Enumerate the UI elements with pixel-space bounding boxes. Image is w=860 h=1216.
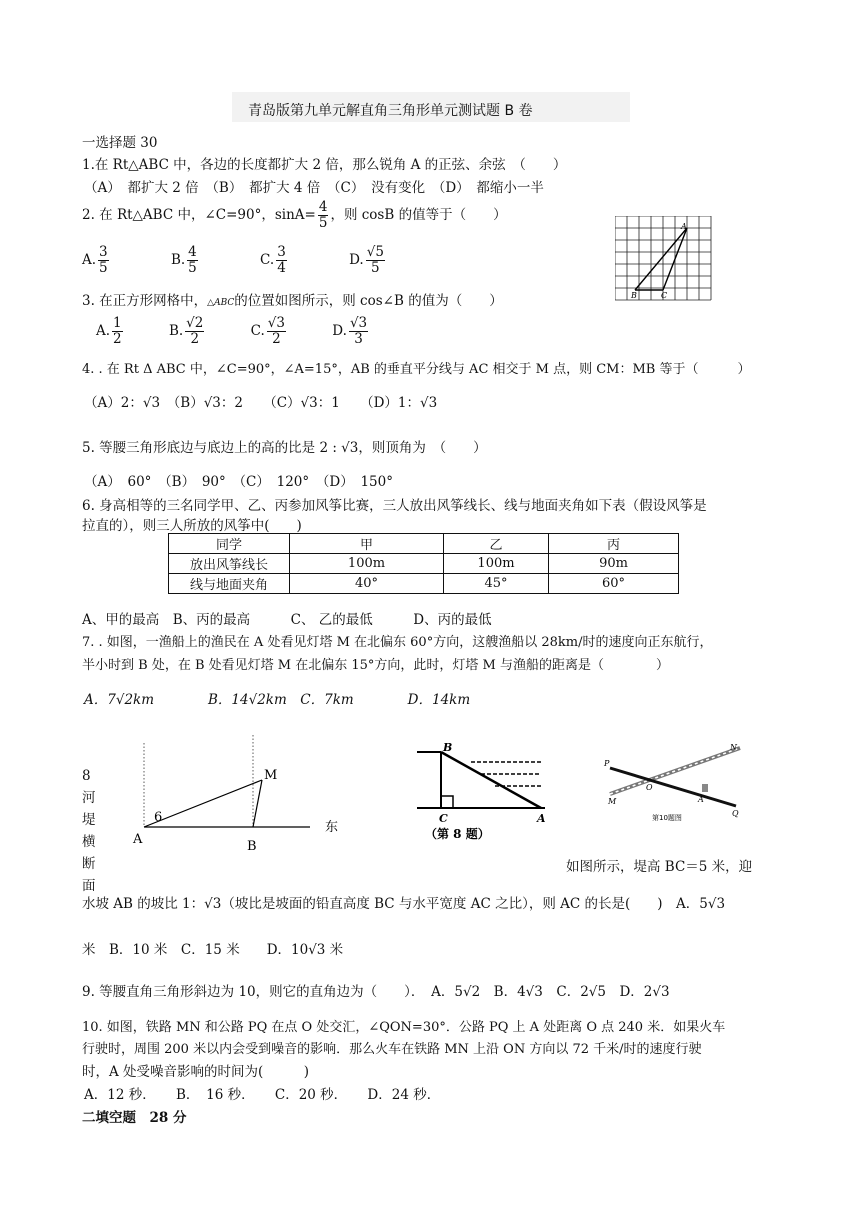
question-2-stem: 2. 在 Rt△ABC 中，∠C=90°，sinA= $\frac{4}{5}$ ，则 cosB 的值等于（ ） [82,199,507,231]
fig7-label-east: 东 [325,820,339,835]
fig10-label-a: A [698,795,704,804]
question-8-line3: 米 B．10 米 C．15 米 D．10√3 米 [82,942,344,958]
question-7-stem-line1: 7. . 如图，一渔船上的渔民在 A 处看见灯塔 M 在北偏东 60°方向，这艘渔船以 28km/时的速度向正东航行， [82,635,713,650]
fig8-caption: （第 8 题） [425,827,490,841]
section-heading-fill: 二填空题 28 分 [82,1110,187,1126]
section-heading-choice: 一选择题 30 [82,135,158,151]
fig10-label-o: O [646,783,653,792]
fig8-label-b: B [443,741,453,754]
question-7-stem-line2: 半小时到 B 处，在 B 处看见灯塔 M 在北偏东 15°方向，此时，灯塔 M 与渔船的距离是（ ） [82,658,669,673]
question-10-line1: 10. 如图，铁路 MN 和公路 PQ 在点 O 处交汇，∠QON=30°．公路 PQ 上 A 处距离 O 点 240 米．如果火车 [82,1020,726,1035]
sina-fraction: $\frac{4}{5}$ [318,199,328,231]
fig7-label-6: 6 [154,810,163,825]
question-10-line3: 时，A 处受噪音影响的时间为( ) [82,1064,310,1080]
question-8-stem-right: 如图所示，堤高 BC＝5 米，迎 [566,859,753,875]
question-7-options: A．7√2km B．14√2km C．7km D．14km [84,692,471,708]
square-grid-figure [615,216,715,304]
page-title: 青岛版第九单元解直角三角形单元测试题 B 卷 [248,103,533,119]
fig10-label-p: P [604,759,610,768]
question-9-stem: 9. 等腰直角三角形斜边为 10，则它的直角边为（ ）． A．5√2 B．4√3 C．2√5 D．2√3 [82,984,670,1000]
fig7-label-a: A [133,832,143,847]
question-8-side-label: 8 河 堤 横 断 面 [82,768,96,894]
question-3-options: A. $\frac{1}{2}$ B. $\frac{√2}{2}$ C. $\frac{√3}{2}$ D. $\frac{√3}{3}$ [96,315,368,347]
question-2-options: A. $\frac{3}{5}$ B. $\frac{4}{5}$ C. $\frac{3}{4}$ D. $\frac{√5}{5}$ [82,244,384,276]
question-10-options: A．12 秒． B． 16 秒． C．20 秒． D．24 秒． [84,1087,441,1103]
fig8-label-c: C [439,812,448,825]
triangle-abc [635,228,687,290]
grid-label-c: C [661,291,668,300]
question-5-stem: 5. 等腰三角形底边与底边上的高的比是 2 : √3，则顶角为 （ ） [82,440,487,456]
fig10-label-q: Q [732,809,739,818]
fig7-label-m: M [264,768,278,783]
fig7-label-b: B [247,839,257,854]
fishing-boat-figure [120,735,360,855]
fig10-caption: 第10题图 [652,814,682,822]
question-5-options: （A） 60° （B） 90° （C） 120° （D） 150° [84,474,393,490]
fig10-label-m: M [608,797,617,806]
table-row: 放出风筝线长 100m 100m 90m [169,554,679,574]
table-row: 线与地面夹角 40° 45° 60° [169,574,679,594]
question-6-options: A、甲的最高 B、丙的最高 C、 乙的最低 D、丙的最低 [82,612,492,628]
question-1-options: （A） 都扩大 2 倍 （B） 都扩大 4 倍 （C） 没有变化 （D） 都缩小一半 [84,180,544,196]
embankment-figure [413,738,553,846]
grid-label-b: B [631,291,637,300]
grid-label-a: A [681,222,687,231]
question-10-line2: 行驶时，周围 200 米以内会受到噪音的影响．那么火车在铁路 MN 上沿 ON 方向以 72 千米/时的速度行驶 [82,1042,702,1057]
railway-figure [600,740,750,826]
fig10-label-n: N [730,743,737,752]
question-8-line2: 水坡 AB 的坡比 1：√3（坡比是坡面的铅直高度 BC 与水平宽度 AC 之比），则 AC 的长是( ) A．5√3 [82,896,726,912]
fig8-label-a: A [537,812,546,825]
question-4-stem: 4. . 在 Rt Δ ABC 中，∠C=90°，∠A=15°，AB 的垂直平分线与 AC 相交于 M 点，则 CM：MB 等于（ ） [82,362,751,377]
question-1-stem: 1.在 Rt△ABC 中，各边的长度都扩大 2 倍，那么锐角 A 的正弦、余弦 （ ） [82,157,567,173]
kite-table [168,533,679,594]
question-4-options: （A）2：√3 （B）√3：2 （C）√3：1 （D）1：√3 [84,395,438,411]
question-6-stem-line2: 拉直的），则三人所放的风筝中( ) [82,518,302,534]
table-row: 同学 甲 乙 丙 [169,534,679,554]
question-3-stem: 3. 在正方形网格中，△ABC的位置如图所示，则 cos∠B 的值为（ ） [82,293,503,309]
question-6-stem-line1: 6. 身高相等的三名同学甲、乙、丙参加风筝比赛，三人放出风筝线长、线与地面夹角如下表（假设风筝是 [82,498,707,514]
